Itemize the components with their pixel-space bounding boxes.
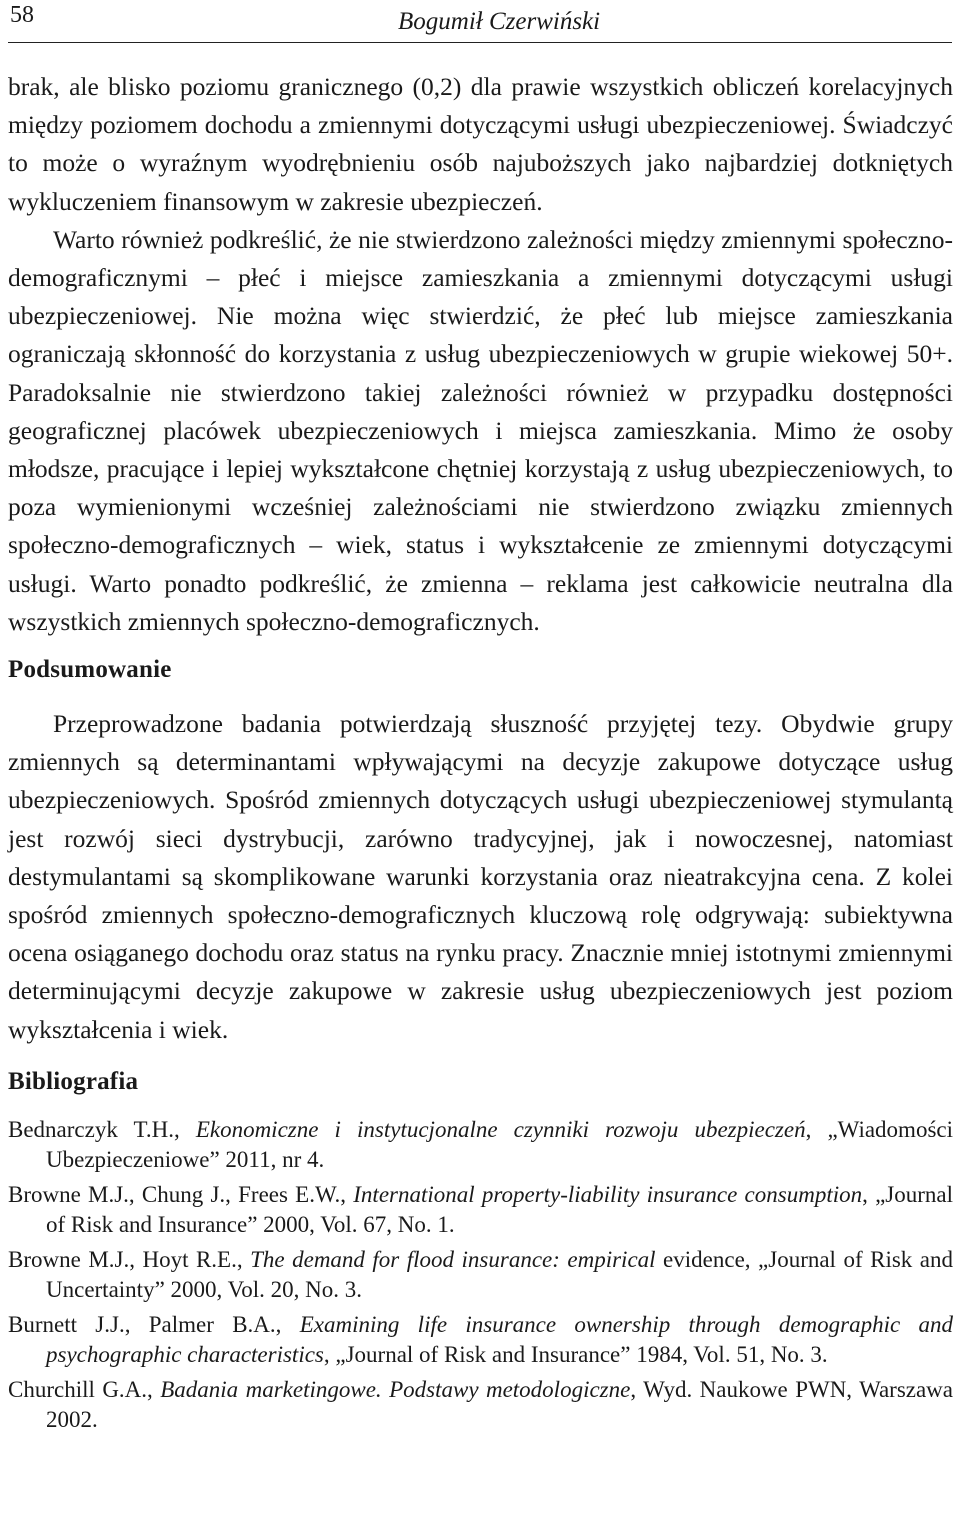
page-number: 58 xyxy=(10,2,34,28)
bib-details: , Wyd. Naukowe PWN, Warszawa 2002. xyxy=(46,1376,953,1432)
summary-paragraph: Przeprowadzone badania potwierdzają słuszność przyjętej tezy. Obydwie grupy zmiennych są determinantami wpływającymi na decyzje zakupowe dotyczące usług ubezpieczeniowych. Spośród zmiennych dotyczących usługi ubezpieczeniowej stymulantą jest rozwój sieci dystrybucji, zarówno tradycyjnej, jak i nowoczesnej, natomiast destymulantami są skomplikowane warunki korzystania oraz nieatrakcyjna cena. Z kolei spośród zmiennych społeczno-demograficznych kluczową rolę odgrywają: subiektywna ocena osiąganego dochodu oraz status na rynku pracy. Znacznie mniej istotnymi zmiennymi determinującymi decyzje zakupowe w zakresie usług ubezpieczeniowych jest poziom wykształcenia i wiek. xyxy=(8,709,953,1044)
bibliography-entry xyxy=(8,1245,953,1305)
section-heading-bibliography: Bibliografia xyxy=(8,1067,139,1095)
bib-details: , „Journal of Risk and Insurance” 2000, Vol. 67, No. 1. xyxy=(46,1181,953,1237)
bib-details: , „Journal of Risk and Insurance” 1984, Vol. 51, No. 3. xyxy=(323,1341,828,1367)
bib-title: Examining life insurance ownership through demographic and psychographic characteristics xyxy=(46,1311,953,1367)
page-content xyxy=(8,68,953,1440)
bibliography-entry xyxy=(8,1375,953,1435)
bib-details: evidence, „Journal of Risk and Uncertainty” 2000, Vol. 20, No. 3. xyxy=(46,1246,953,1302)
bib-title: Ekonomiczne i instytucjonalne czynniki rozwoju ubezpieczeń xyxy=(195,1116,806,1142)
bibliography-entry xyxy=(8,1180,953,1240)
bib-details: , „Wiadomości Ubezpieczeniowe” 2011, nr 4. xyxy=(46,1116,953,1172)
section-heading-summary: Podsumowanie xyxy=(8,656,172,684)
bibliography-entry xyxy=(8,1310,953,1370)
bibliography-entry xyxy=(8,1115,953,1175)
bib-title: Badania marketingowe. Podstawy metodologiczne xyxy=(160,1376,631,1402)
body-paragraph: Warto również podkreślić, że nie stwierdzono zależności między zmiennymi społeczno-demograficznymi – płeć i miejsce zamieszkania a zmiennymi dotyczącymi usługi ubezpieczeniowej. Nie można więc stwierdzić, że płeć lub miejsce zamieszkania ograniczają skłonność do korzystania z usług ubezpieczeniowych w grupie wiekowej 50+. Paradoksalnie nie stwierdzono takiej zależności również w przypadku dostępności geograficznej placówek ubezpieczeniowych i miejsca zamieszkania. Mimo że osoby młodsze, pracujące i lepiej wykształcone chętniej korzystają z usług ubezpieczeniowych, to poza wymienionymi wcześniej zależnościami nie stwierdzono związku zmiennych społeczno-demograficznych – wiek, status i wykształcenie ze zmiennymi dotyczącymi usługi. Warto ponadto podkreślić, że zmienna – reklama jest całkowicie neutralna dla wszystkich zmiennych społeczno-demograficznych. xyxy=(8,224,953,636)
bib-authors: Browne M.J., Hoyt R.E., xyxy=(8,1246,251,1272)
bib-authors: Browne M.J., Chung J., Frees E.W., xyxy=(8,1181,354,1207)
bib-authors: Bednarczyk T.H., xyxy=(8,1116,196,1142)
running-header-author: Bogumił Czerwiński xyxy=(398,8,601,35)
bib-authors: Churchill G.A., xyxy=(8,1376,161,1402)
bib-authors: Burnett J.J., Palmer B.A., xyxy=(8,1311,300,1337)
body-paragraph-continued: brak, ale blisko poziomu granicznego (0,2) dla prawie wszystkich obliczeń korelacyjnych między poziomem dochodu a zmiennymi dotyczącymi usługi ubezpieczeniowej. Świadczyć to może o wyraźnym wyodrębnieniu osób najuboższych jako najbardziej dotkniętych wykluczeniem finansowym w zakresie ubezpieczeń. xyxy=(8,72,953,216)
bib-title: The demand for flood insurance: empirical xyxy=(250,1246,656,1272)
bib-title: International property-liability insurance consumption xyxy=(353,1181,863,1207)
running-header xyxy=(8,0,952,43)
bibliography-list xyxy=(8,1115,953,1435)
